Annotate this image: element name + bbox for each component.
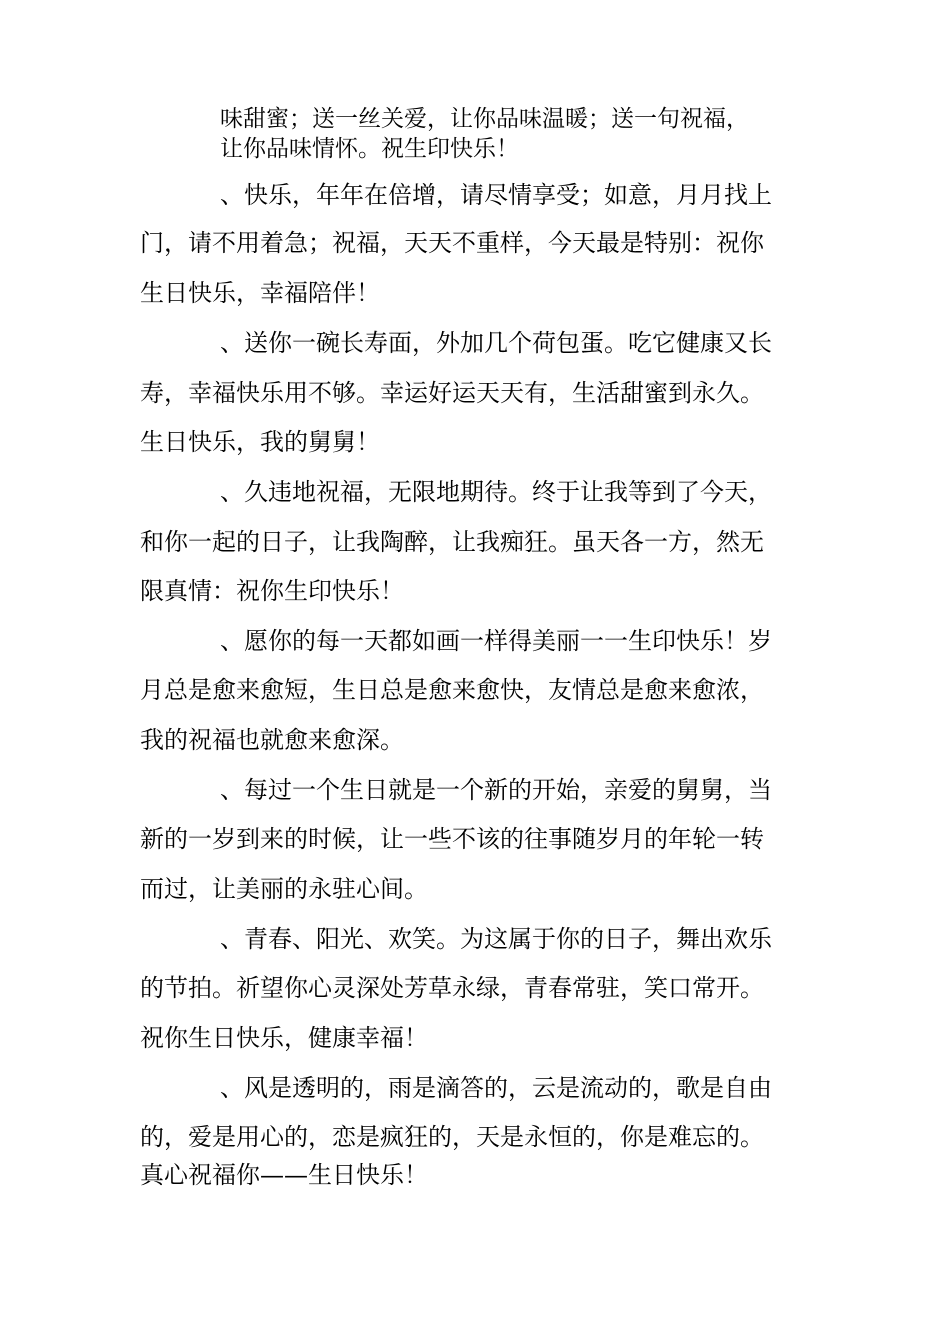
text-line: 的，爱是用心的，恋是疯狂的，天是永恒的，你是难忘的。 [140,1123,764,1151]
text-line: 月总是愈来愈短，生日总是愈来愈快，友情总是愈来愈浓， [140,676,764,704]
text-line: 生日快乐，我的舅舅！ [140,428,380,456]
text-line: 寿，幸福快乐用不够。幸运好运天天有，生活甜蜜到永久。 [140,379,764,407]
text-line: 祝你生日快乐，健康幸福！ [140,1024,428,1052]
text-line: 、送你一碗长寿面，外加几个荷包蛋。吃它健康又长 [220,329,772,357]
text-line: 和你一起的日子，让我陶醉，让我痴狂。虽天各一方，然无 [140,528,764,556]
text-line: 的节拍。祈望你心灵深处芳草永绿，青春常驻，笑口常开。 [140,974,764,1002]
text-line: 新的一岁到来的时候，让一些不该的往事随岁月的年轮一转 [140,825,764,853]
text-line: 我的祝福也就愈来愈深。 [140,726,404,754]
text-line: 、青春、阳光、欢笑。为这属于你的日子，舞出欢乐 [220,925,772,953]
text-line: 门，请不用着急；祝福，天天不重样，今天最是特别：祝你 [140,229,764,257]
text-line: 让你品味情怀。祝生印快乐！ [220,136,519,162]
text-line: 、风是透明的，雨是滴答的，云是流动的，歌是自由 [220,1074,772,1102]
text-line: 、愿你的每一天都如画一样得美丽一一生印快乐！岁 [220,627,772,655]
text-line: 、每过一个生日就是一个新的开始，亲爱的舅舅，当 [220,776,772,804]
text-line: 、久违地祝福，无限地期待。终于让我等到了今天， [220,478,772,506]
text-line: 、快乐，年年在倍增，请尽情享受；如意，月月找上 [220,181,772,209]
text-line: 限真情：祝你生印快乐！ [140,577,404,605]
text-line: 味甜蜜；送一丝关爱，让你品味温暖；送一句祝福， [220,106,749,132]
text-line: 而过，让美丽的永驻心间。 [140,875,428,903]
text-line: 真心祝福你——生日快乐！ [140,1161,428,1189]
text-line: 生日快乐，幸福陪伴！ [140,279,380,307]
